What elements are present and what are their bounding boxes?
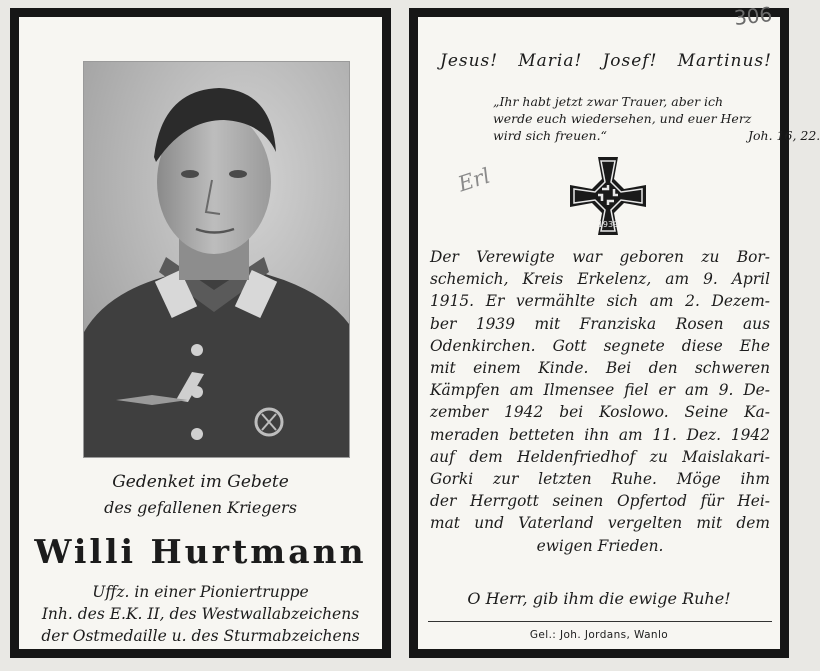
rank-line-2: Inh. des E.K. II, des Westwallabzeichens: [41, 605, 360, 623]
archive-number: 306: [732, 2, 774, 30]
quote-line-3: wird sich freuen.“: [493, 128, 607, 143]
rank-line-3: der Ostmedaille u. des Sturmabzeichens: [41, 627, 360, 645]
header-jesus: Jesus!: [440, 51, 499, 71]
bible-quote: [493, 93, 820, 144]
divider: [428, 621, 772, 622]
bio-line: meraden betteten ihn am 11. Dez. 1942: [430, 425, 770, 444]
bio-line: schemich, Kreis Erkelenz, am 9. April: [430, 270, 770, 289]
bio-line: Gorki zur letzten Ruhe. Möge ihm: [430, 470, 770, 489]
biography-text: [430, 246, 770, 557]
fallen-soldier-line: des gefallenen Kriegers: [104, 498, 297, 517]
bio-line: mat und Vaterland vergelten mit dem: [430, 514, 770, 533]
bio-line: Der Verewigte war geboren zu Bor-: [430, 248, 770, 266]
header-maria: Maria!: [518, 51, 583, 71]
memorial-card-right: [409, 8, 820, 658]
rank-line-1: Uffz. in einer Pioniertruppe: [92, 583, 309, 601]
bio-line: der Herrgott seinen Opfertod für Hei-: [430, 492, 770, 511]
holy-names-header: [440, 51, 772, 71]
bio-line: Odenkirchen. Gott segnete diese Ehe: [430, 336, 770, 355]
prayer-heading: Gedenket im Gebete: [112, 472, 289, 492]
soldier-portrait: [83, 61, 350, 458]
bio-line: mit einem Kinde. Bei den schweren: [430, 359, 770, 378]
memorial-card-left: [10, 8, 391, 658]
iron-cross-icon: [568, 155, 648, 237]
quote-line-1: „Ihr habt jetzt zwar Trauer, aber ich: [493, 94, 724, 109]
bio-line: auf dem Heldenfriedhof zu Maislakari-: [430, 447, 770, 466]
bio-line: ber 1939 mit Franziska Rosen aus: [430, 314, 770, 333]
quote-line-2: werde euch wiedersehen, und euer Herz: [493, 111, 752, 126]
bio-line: ewigen Frieden.: [536, 536, 664, 555]
quote-reference: Joh. 16, 22.: [748, 128, 820, 143]
soldier-name: Willi Hurtmann: [34, 532, 367, 571]
pencil-note: Erl: [455, 163, 494, 197]
bio-line: Kämpfen am Ilmensee fiel er am 9. De-: [430, 381, 770, 400]
closing-prayer: O Herr, gib ihm die ewige Ruhe!: [467, 589, 731, 608]
cross-year: 1939: [597, 220, 619, 229]
header-josef: Josef!: [602, 51, 658, 71]
header-martinus: Martinus!: [677, 51, 772, 71]
printer-credit: Gel.: Joh. Jordans, Wanlo: [529, 629, 669, 641]
bio-line: zember 1942 bei Koslowo. Seine Ka-: [430, 403, 770, 422]
bio-line: 1915. Er vermählte sich am 2. Dezem-: [430, 292, 770, 311]
